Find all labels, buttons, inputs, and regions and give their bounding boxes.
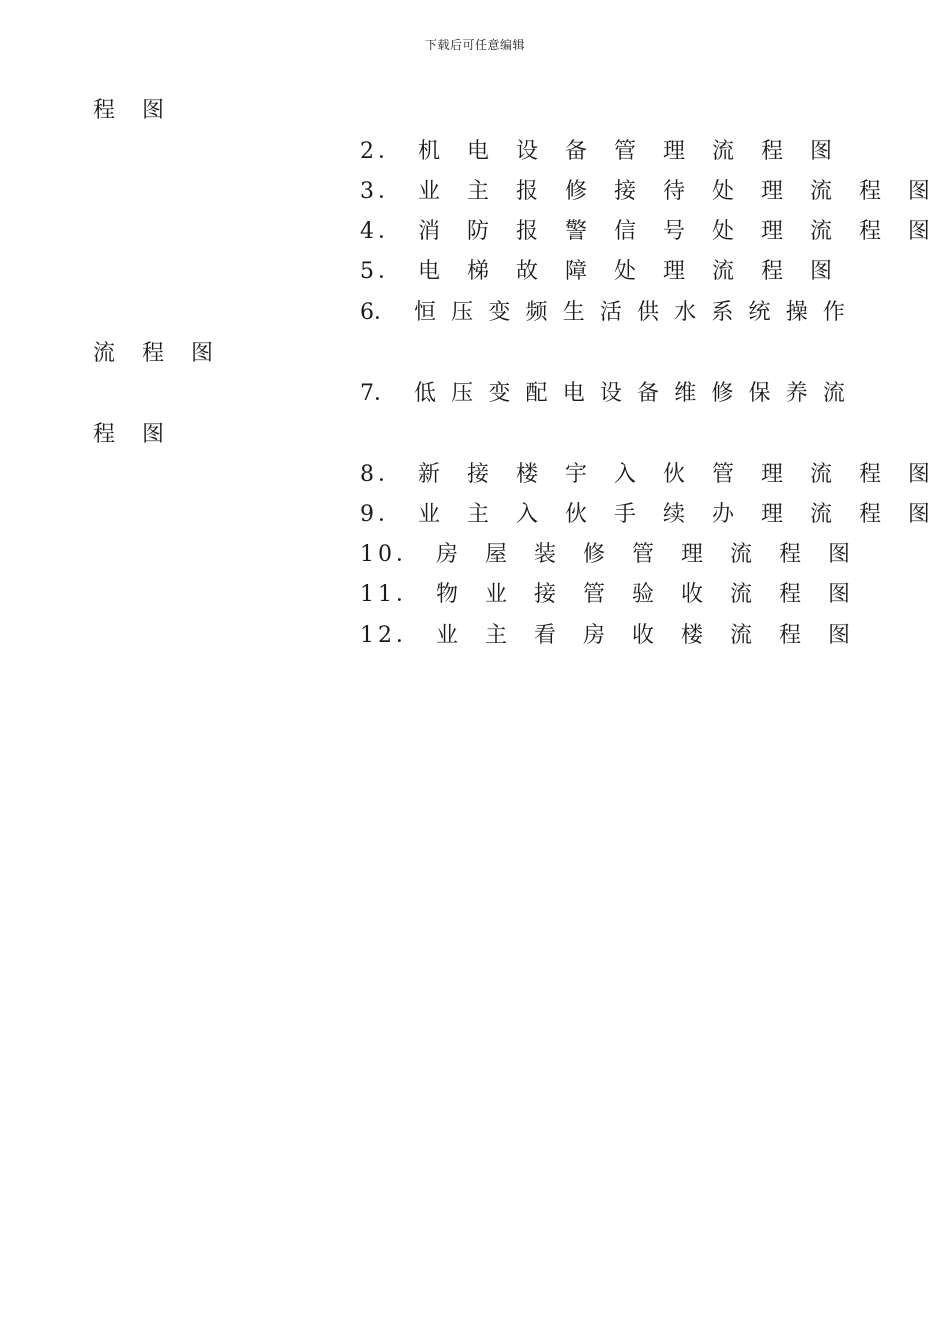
- toc-item-number: 12．: [360, 623, 422, 648]
- toc-item-title: 房 屋 装 修 管 理 流 程 图: [436, 542, 860, 567]
- toc-item-6: [360, 299, 845, 327]
- toc-item-title: 新 接 楼 宇 入 伙 管 理 流 程 图: [418, 462, 940, 487]
- toc-item-title: 物 业 接 管 验 收 流 程 图: [436, 582, 860, 607]
- toc-item-7: [360, 380, 845, 408]
- toc-item-number: 2．: [360, 139, 404, 164]
- toc-item-number: 7．: [360, 381, 396, 406]
- toc-item-number: 5．: [360, 259, 404, 284]
- toc-item-title: 业 主 入 伙 手 续 办 理 流 程 图: [418, 502, 940, 527]
- toc-item-title: 业 主 报 修 接 待 处 理 流 程 图: [418, 179, 940, 204]
- toc-item-8: [360, 461, 940, 489]
- toc-item-11: [360, 581, 860, 609]
- toc-item-10: [360, 541, 860, 569]
- toc-item-4: [360, 218, 940, 246]
- toc-item-12: [360, 622, 860, 650]
- toc-item-title: 业 主 看 房 收 楼 流 程 图: [436, 623, 860, 648]
- toc-item-title: 恒 压 变 频 生 活 供 水 系 统 操 作: [414, 300, 845, 325]
- toc-item-number: 8．: [360, 462, 404, 487]
- toc-item-5: [360, 258, 842, 286]
- toc-item-number: 10．: [360, 542, 422, 567]
- page-header: 下载后可任意编辑: [424, 38, 525, 52]
- toc-item-9: [360, 501, 940, 529]
- toc-item-2: [360, 138, 842, 166]
- toc-continuation-line: 程 图: [93, 422, 174, 447]
- toc-item-3: [360, 178, 940, 206]
- toc-item-number: 9．: [360, 502, 404, 527]
- toc-item-title: 机 电 设 备 管 理 流 程 图: [418, 139, 842, 164]
- toc-item-number: 3．: [360, 179, 404, 204]
- toc-item-title: 低 压 变 配 电 设 备 维 修 保 养 流: [414, 381, 845, 406]
- toc-continuation-line: 程 图: [93, 98, 174, 123]
- toc-continuation-line: 流 程 图: [93, 341, 223, 366]
- toc-item-title: 电 梯 故 障 处 理 流 程 图: [418, 259, 842, 284]
- toc-item-number: 11．: [360, 582, 422, 607]
- toc-item-number: 6．: [360, 300, 396, 325]
- toc-item-title: 消 防 报 警 信 号 处 理 流 程 图: [418, 219, 940, 244]
- toc-item-number: 4．: [360, 219, 404, 244]
